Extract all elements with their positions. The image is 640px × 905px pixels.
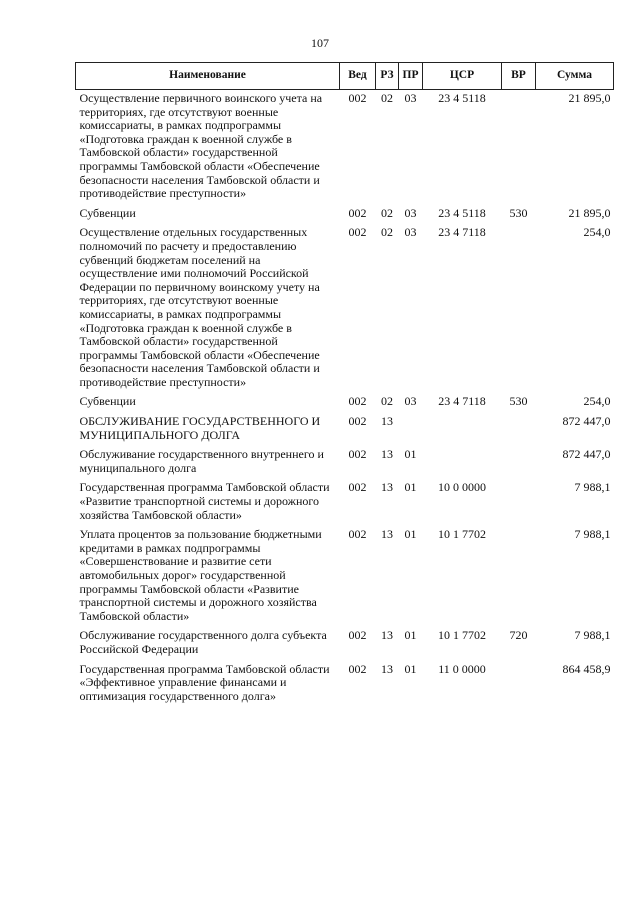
cell-vr: 720 — [509, 628, 528, 643]
cell-ved: 002 — [348, 414, 367, 429]
header-row — [76, 63, 614, 90]
cell-pr: 01 — [404, 447, 417, 462]
table-row — [76, 446, 614, 479]
cell-csr: 23 4 5118 — [438, 205, 486, 220]
cell-name: Субвенции — [79, 394, 136, 409]
cell-vr — [502, 479, 536, 526]
cell-name: Государственная программа Тамбовской области «Эффективное управление финансами и оптимизация государственного долга» — [79, 661, 330, 703]
cell-vr: 530 — [509, 205, 528, 220]
header-rz: РЗ — [376, 63, 399, 90]
cell-rz: 13 — [381, 414, 393, 429]
cell-name: Субвенции — [79, 205, 136, 220]
cell-pr: 01 — [404, 527, 417, 542]
table-row — [76, 224, 614, 393]
cell-pr: 03 — [404, 205, 417, 220]
header-vr: ВР — [502, 63, 536, 90]
cell-csr — [423, 413, 502, 446]
header-name: Наименование — [76, 63, 340, 90]
cell-name: Осуществление первичного воинского учета на территориях, где отсутствуют военные комиссариаты, в рамках подпрограммы «Подготовка граждан к военной службе в Тамбовской области» государственной программы Тамбовской области «Обеспечение безопасности населения Тамбовской области и противодействие преступности» — [79, 91, 323, 201]
cell-sum: 872 447,0 — [562, 447, 611, 462]
table-row — [76, 661, 614, 708]
header-pr: ПР — [399, 63, 423, 90]
cell-rz: 13 — [381, 527, 393, 542]
table-row — [76, 393, 614, 413]
cell-rz: 02 — [381, 205, 393, 220]
cell-name: ОБСЛУЖИВАНИЕ ГОСУДАРСТВЕННОГО И МУНИЦИПАЛЬНОГО ДОЛГА — [79, 414, 321, 442]
cell-vr: 530 — [509, 394, 528, 409]
page-number: 107 — [311, 36, 329, 50]
cell-vr — [502, 661, 536, 708]
table-body — [76, 90, 614, 708]
cell-sum: 21 895,0 — [568, 91, 611, 105]
cell-rz: 13 — [381, 661, 393, 676]
cell-pr: 01 — [404, 661, 417, 676]
cell-ved: 002 — [348, 394, 367, 409]
cell-pr: 01 — [404, 480, 417, 495]
cell-rz: 02 — [381, 394, 393, 409]
cell-name: Государственная программа Тамбовской области «Развитие транспортной системы и дорожного хозяйства Тамбовской области» — [79, 480, 330, 522]
cell-csr: 23 4 7118 — [438, 225, 486, 240]
budget-table — [75, 62, 614, 707]
cell-ved: 002 — [348, 447, 367, 462]
cell-pr: 03 — [404, 225, 417, 240]
cell-csr: 10 0 0000 — [438, 480, 486, 495]
header-ved: Вед — [340, 63, 376, 90]
header-csr: ЦСР — [423, 63, 502, 90]
cell-sum: 7 988,1 — [574, 527, 611, 542]
cell-vr — [502, 90, 536, 205]
cell-name: Обслуживание государственного долга субъекта Российской Федерации — [79, 628, 327, 656]
cell-sum: 7 988,1 — [574, 628, 611, 643]
cell-sum: 872 447,0 — [562, 414, 611, 429]
table-row — [76, 526, 614, 627]
cell-sum: 21 895,0 — [568, 205, 611, 220]
table-row — [76, 90, 614, 205]
table-row — [76, 627, 614, 660]
cell-pr: 01 — [404, 628, 417, 643]
cell-vr — [502, 224, 536, 393]
cell-csr: 10 1 7702 — [438, 527, 486, 542]
cell-ved: 002 — [348, 225, 367, 240]
cell-sum: 864 458,9 — [562, 661, 611, 676]
cell-vr — [502, 446, 536, 479]
cell-ved: 002 — [348, 628, 367, 643]
cell-sum: 7 988,1 — [574, 480, 611, 495]
cell-rz: 02 — [381, 225, 393, 240]
cell-rz: 13 — [381, 447, 393, 462]
cell-pr — [399, 413, 423, 446]
cell-sum: 254,0 — [583, 225, 611, 240]
cell-ved: 002 — [348, 480, 367, 495]
cell-ved: 002 — [348, 91, 367, 105]
cell-csr: 10 1 7702 — [438, 628, 486, 643]
cell-csr: 23 4 5118 — [438, 91, 486, 105]
cell-rz: 13 — [381, 480, 393, 495]
cell-csr — [423, 446, 502, 479]
cell-ved: 002 — [348, 205, 367, 220]
cell-pr: 03 — [404, 91, 417, 105]
cell-sum: 254,0 — [583, 394, 611, 409]
cell-name: Обслуживание государственного внутреннего и муниципального долга — [79, 447, 324, 475]
cell-pr: 03 — [404, 394, 417, 409]
table-row — [76, 413, 614, 446]
cell-name: Осуществление отдельных государственных полномочий по расчету и предоставлению субвенций бюджетам поселений на осуществление ими полномочий Российской Федерации по первичному воинскому учету на территориях, где отсутствуют военные комиссариаты, в рамках подпрограммы «Подготовка граждан к военной службе в Тамбовской области» государственной программы Тамбовской области «Обеспечение безопасности населения Тамбовской области и противодействие преступности» — [79, 225, 320, 389]
header-sum: Сумма — [536, 63, 614, 90]
cell-rz: 13 — [381, 628, 393, 643]
table-header — [76, 63, 614, 90]
cell-csr: 23 4 7118 — [438, 394, 486, 409]
cell-ved: 002 — [348, 527, 367, 542]
cell-vr — [502, 413, 536, 446]
cell-vr — [502, 526, 536, 627]
cell-ved: 002 — [348, 661, 367, 676]
cell-csr: 11 0 0000 — [438, 661, 486, 676]
cell-name: Уплата процентов за пользование бюджетными кредитами в рамках подпрограммы «Совершенствование и развитие сети автомобильных дорог» государственной программы Тамбовской области «Развитие транспортной системы и дорожного хозяйства Тамбовской области» — [79, 527, 322, 623]
table-row — [76, 479, 614, 526]
cell-rz: 02 — [381, 91, 393, 105]
table-row — [76, 205, 614, 225]
